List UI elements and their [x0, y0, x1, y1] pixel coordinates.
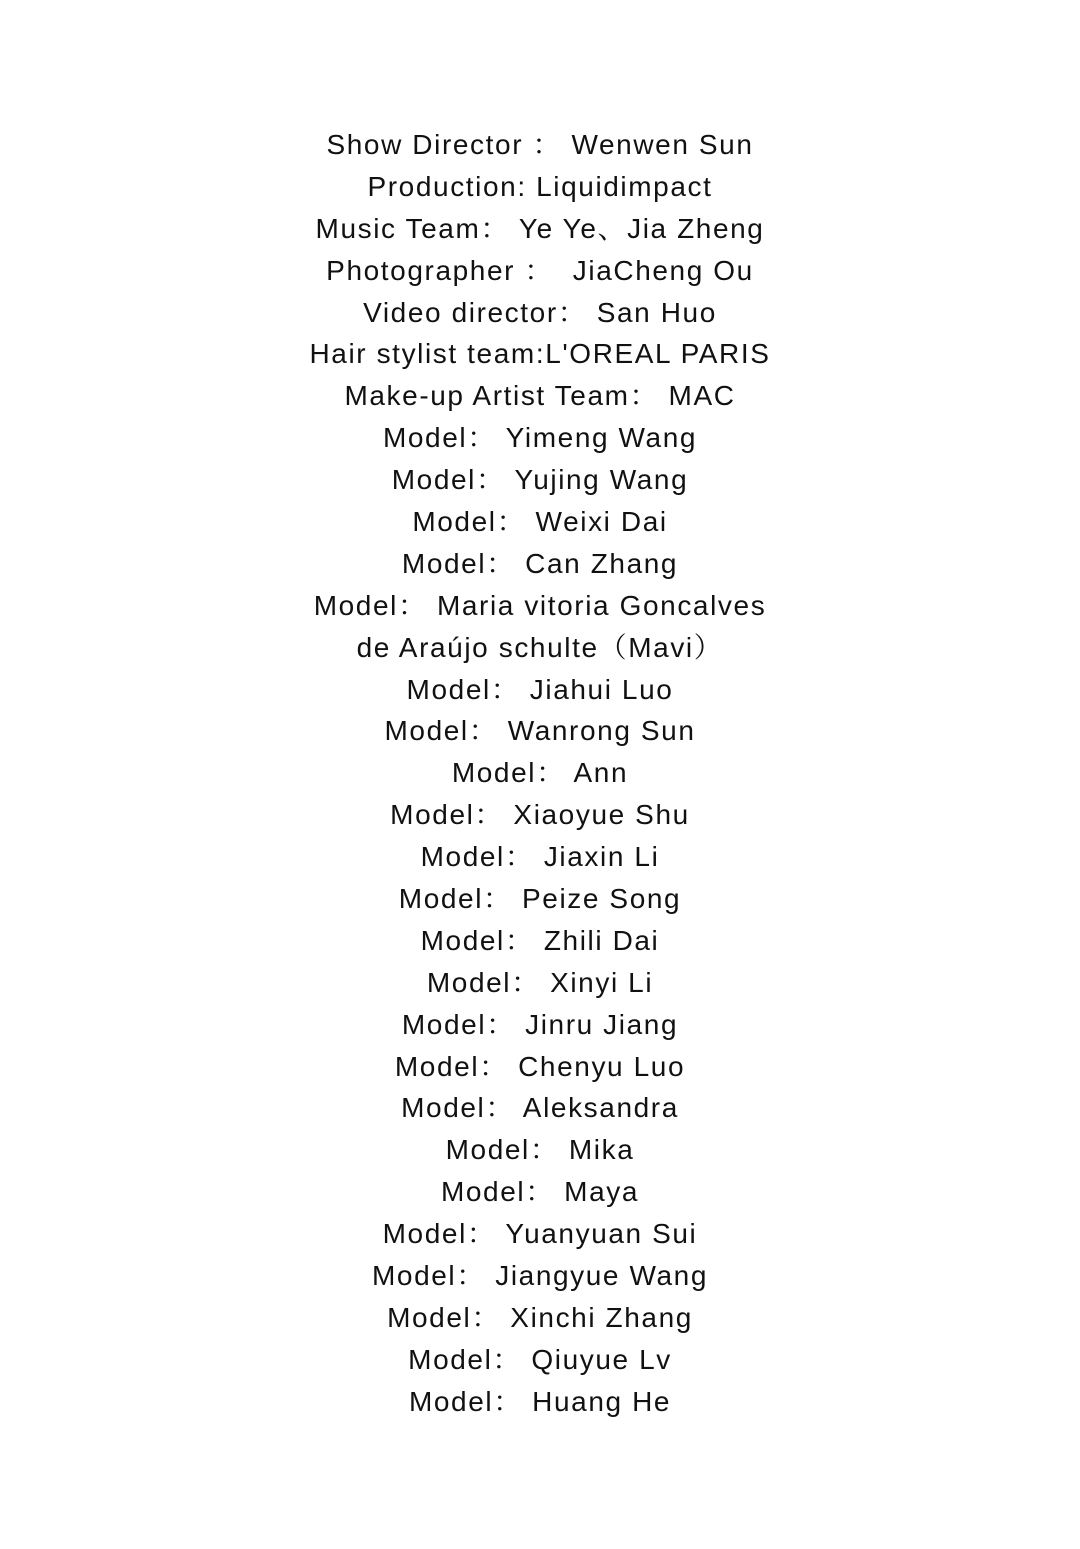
- credit-photographer: Photographer ： JiaCheng Ou: [326, 254, 754, 286]
- credit-model: Model： Jiangyue Wang: [371, 1260, 708, 1292]
- credit-model: Model： Mika: [445, 1134, 635, 1166]
- credit-model: Model： Yujing Wang: [391, 464, 689, 496]
- credit-model: Model： Yuanyuan Sui: [382, 1218, 698, 1250]
- credit-model: Model： Zhili Dai: [420, 924, 660, 956]
- credit-production: Production: Liquidimpact: [367, 170, 713, 202]
- credit-model: Model： Chenyu Luo: [394, 1050, 686, 1082]
- credit-model: Model： Aleksandra: [401, 1092, 679, 1124]
- credit-model: Model： Qiuyue Lv: [408, 1343, 672, 1375]
- credit-model-continued: de Araújo schulte（Mavi）: [356, 631, 724, 663]
- credit-show-director: Show Director ： Wenwen Sun: [326, 129, 754, 160]
- credit-makeup-artist-team: Make-up Artist Team： MAC: [344, 380, 736, 412]
- credits-list: [0, 124, 1080, 1423]
- credit-model: Model： Jiaxin Li: [420, 841, 660, 873]
- credit-video-director: Video director： San Huo: [363, 296, 717, 328]
- credit-model: Model： Ann: [451, 757, 629, 789]
- credit-model: Model： Xiaoyue Shu: [390, 799, 690, 831]
- credit-music-team: Music Team： Ye Ye、Jia Zheng: [315, 212, 765, 244]
- credit-model: Model： Huang He: [408, 1385, 672, 1417]
- credit-model: Model： Maya: [440, 1176, 640, 1208]
- credit-model: Model： Can Zhang: [401, 547, 679, 579]
- credit-model: Model： Jinru Jiang: [401, 1008, 679, 1040]
- credit-model: Model： Maria vitoria Goncalves: [313, 589, 767, 621]
- credit-model: Model： Jiahui Luo: [406, 673, 674, 705]
- credit-model: Model： Xinyi Li: [426, 966, 654, 998]
- credit-model: Model： Peize Song: [398, 883, 682, 915]
- credit-model: Model： Weixi Dai: [412, 506, 668, 538]
- credit-model: Model： Yimeng Wang: [382, 422, 698, 454]
- credit-model: Model： Xinchi Zhang: [387, 1301, 693, 1333]
- credit-hair-stylist-team: Hair stylist team:L'OREAL PARIS: [309, 338, 771, 370]
- credit-model: Model： Wanrong Sun: [384, 715, 696, 747]
